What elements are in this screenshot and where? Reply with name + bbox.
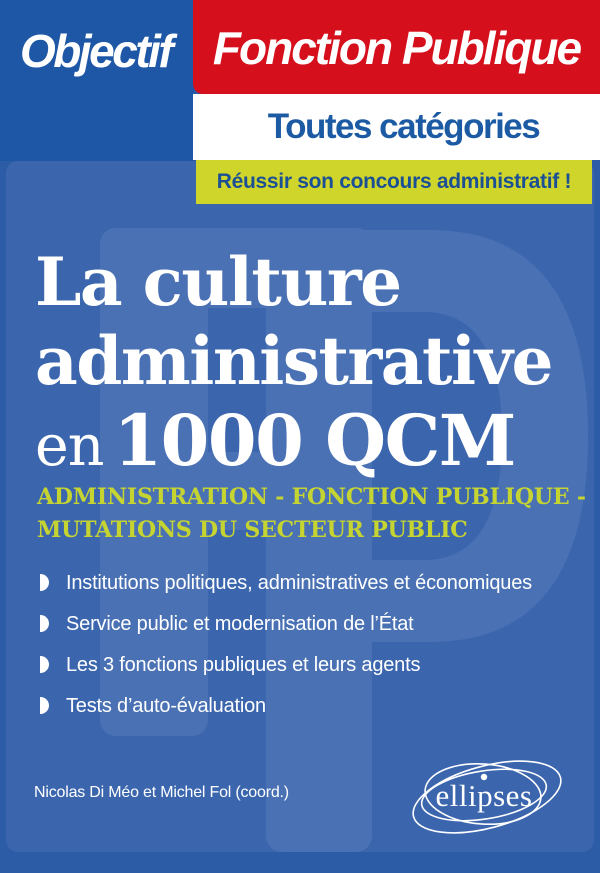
half-circle-bullet-icon xyxy=(40,574,49,591)
tagline-banner xyxy=(196,160,592,204)
half-circle-bullet-icon xyxy=(40,615,49,632)
list-item-label: Les 3 fonctions publiques et leurs agents xyxy=(66,654,421,676)
book-title xyxy=(35,243,552,486)
title-line-1: La culture xyxy=(35,243,401,321)
half-circle-bullet-icon xyxy=(40,697,49,714)
subject-line-2: MUTATIONS DU SECTEUR PUBLIC xyxy=(37,517,468,543)
list-item xyxy=(40,611,532,637)
title-line-3 xyxy=(35,401,552,486)
publisher-name: ellipses xyxy=(435,778,533,813)
category-banner xyxy=(193,94,600,160)
series-banner-right xyxy=(193,0,600,94)
contents-list xyxy=(40,570,532,719)
list-item xyxy=(40,570,532,596)
authors-line: Nicolas Di Méo et Michel Fol (coord.) xyxy=(34,784,289,801)
title-line-2: administrative xyxy=(35,322,552,400)
title-line-3-prefix: en xyxy=(35,413,104,479)
list-item xyxy=(40,652,532,678)
series-left-label: Objectif xyxy=(20,25,172,77)
list-item xyxy=(40,693,532,719)
tagline-label: Réussir son concours administratif ! xyxy=(216,170,572,193)
subject-line-1: ADMINISTRATION - FONCTION PUBLIQUE - xyxy=(37,484,586,510)
list-item-label: Tests d’auto-évaluation xyxy=(66,695,266,717)
publisher-logo xyxy=(403,747,565,842)
subject-banner xyxy=(37,481,586,547)
title-line-3-main: 1000 QCM xyxy=(113,399,515,482)
list-item-label: Institutions politiques, administratives et économiques xyxy=(66,572,532,594)
series-banner-left xyxy=(0,0,194,161)
list-item-label: Service public et modernisation de l’État xyxy=(66,613,414,635)
series-right-label: Fonction Publique xyxy=(212,22,581,74)
category-label: Toutes catégories xyxy=(267,107,540,146)
half-circle-bullet-icon xyxy=(40,656,49,673)
